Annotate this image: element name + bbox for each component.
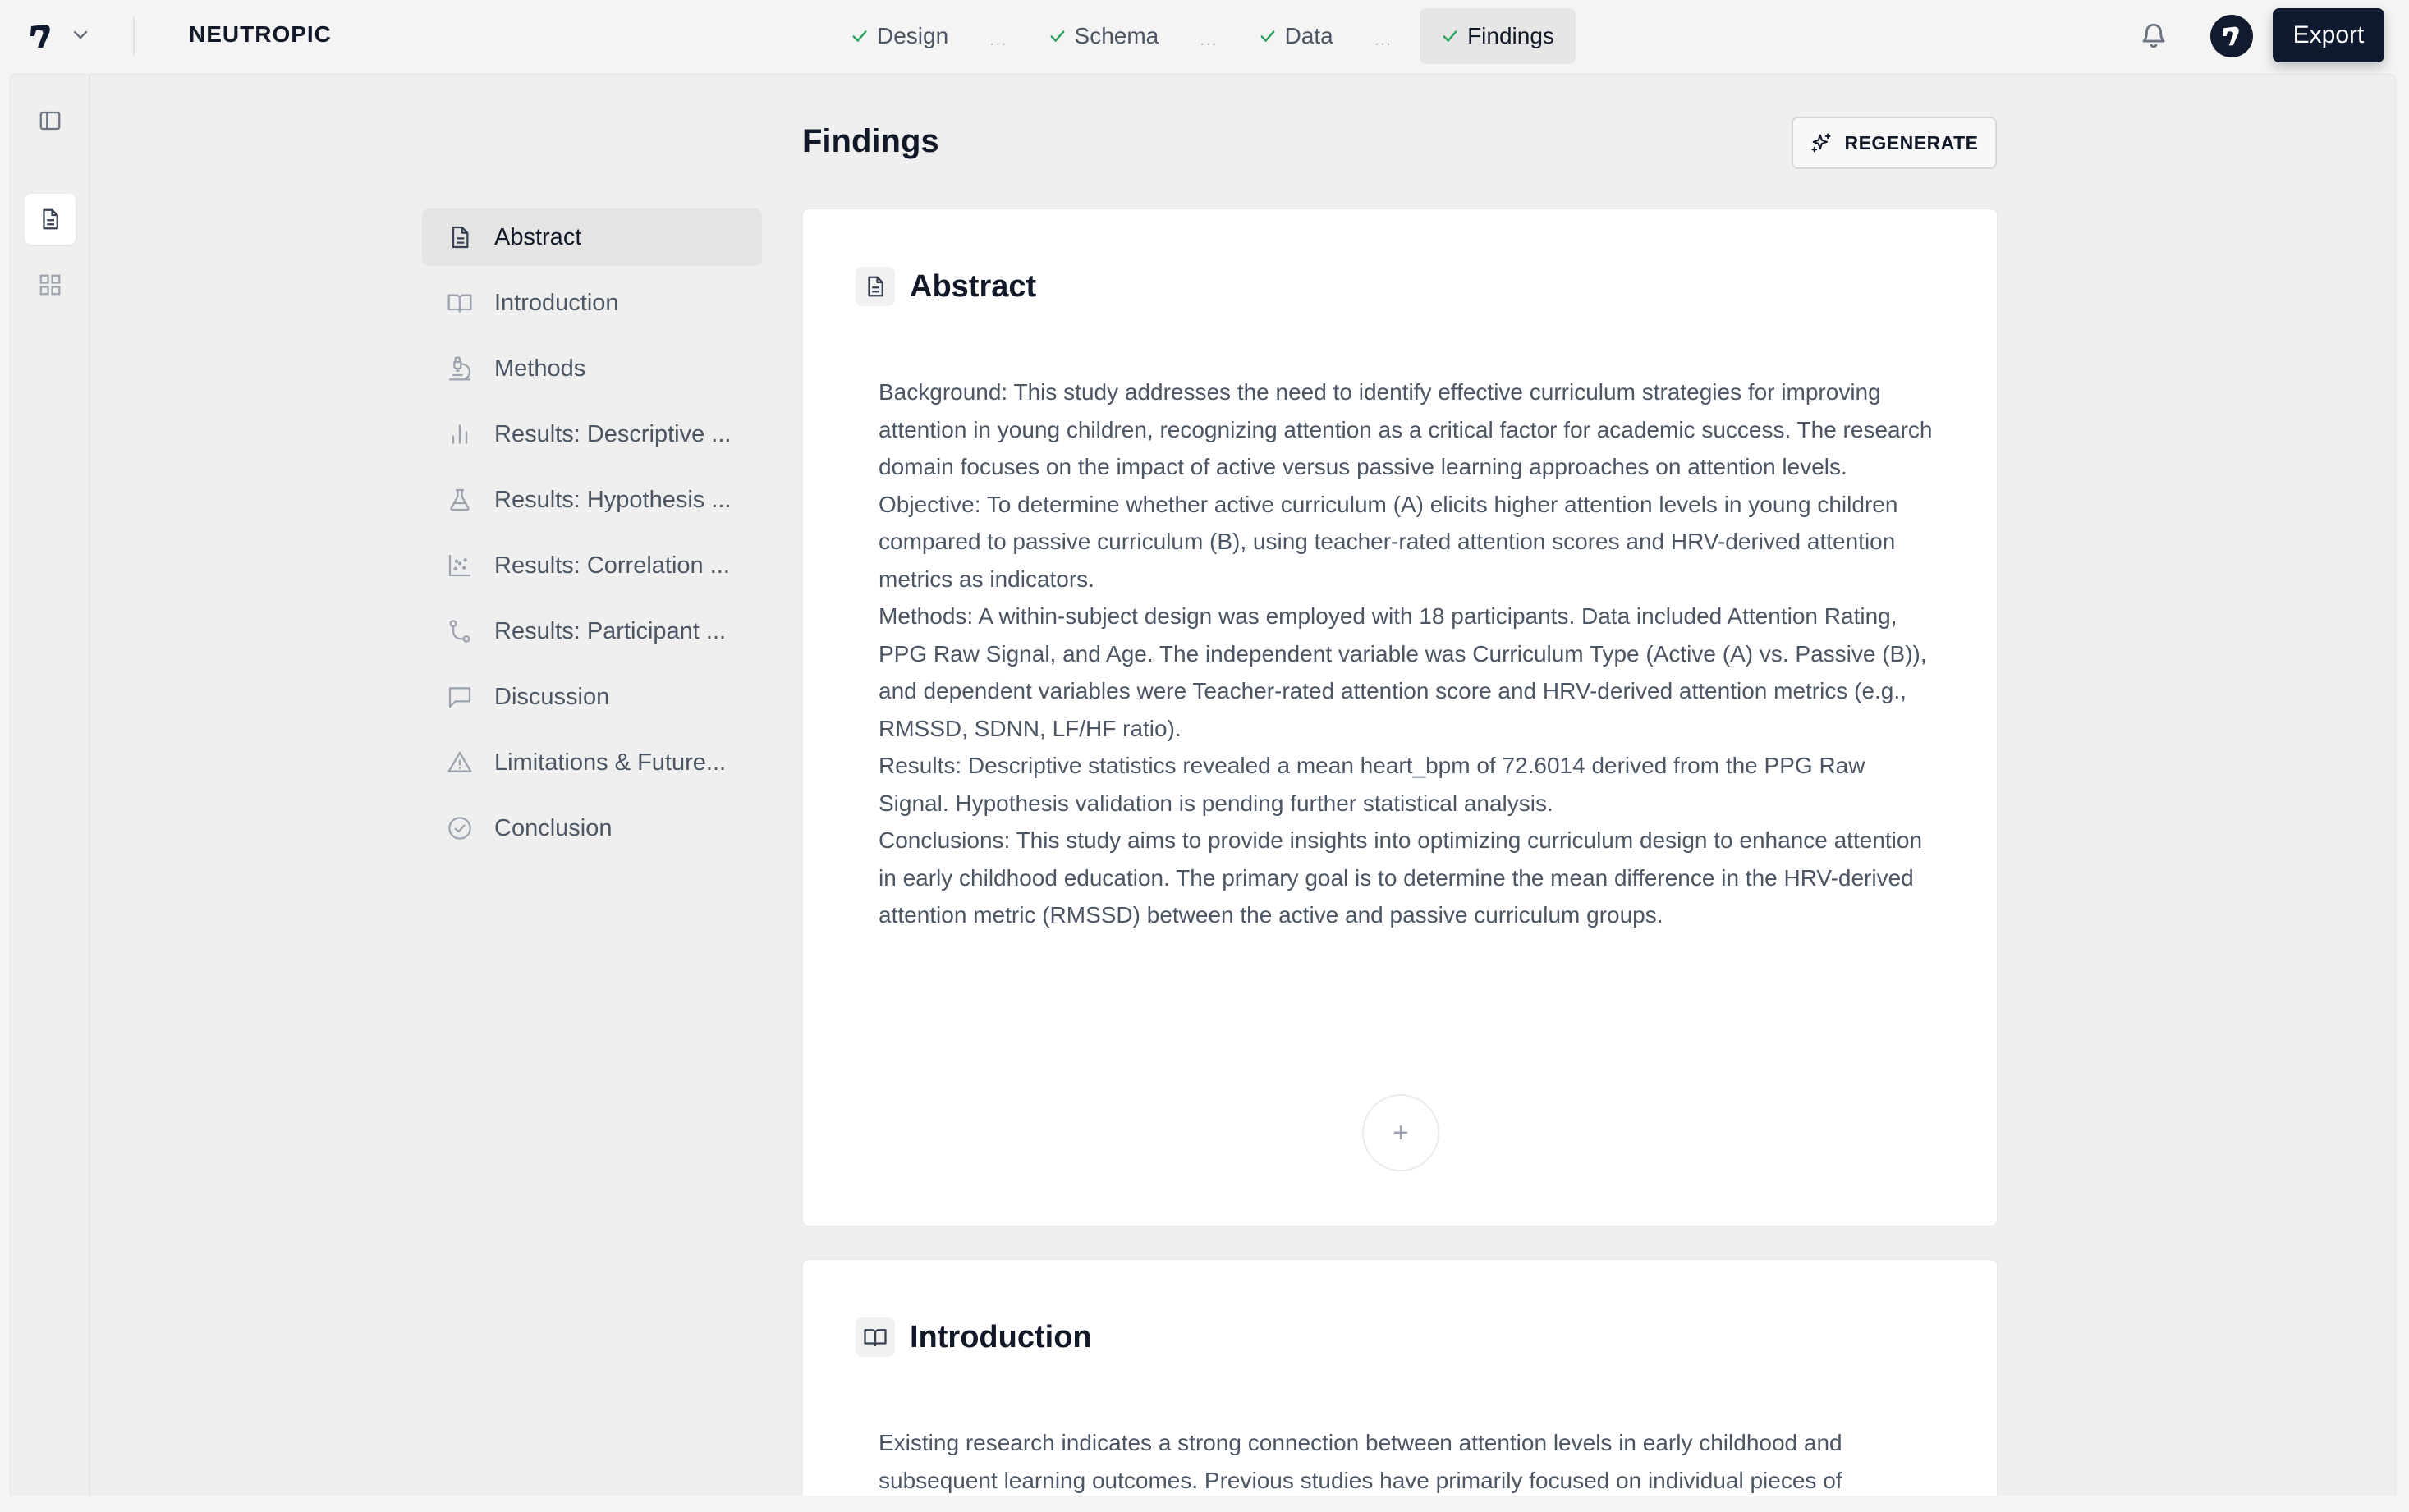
left-rail [10,74,90,1497]
document-icon [447,224,473,250]
document-icon [856,267,895,306]
bell-icon[interactable] [2140,20,2168,51]
step-design[interactable] [837,8,961,64]
export-button[interactable]: Export [2273,8,2384,62]
abstract-objective: Objective: To determine whether active curriculum (A) elicits higher attention levels in young children compared to passive curriculum (B), using teacher-rated attention scores and HRV-derived attention metrics as indicators. [879,491,1898,592]
avatar[interactable] [2210,15,2253,57]
rail-dashboard-button[interactable] [25,259,76,310]
section-nav-label: Results: Descriptive ... [494,420,732,447]
section-nav-label: Conclusion [494,814,613,841]
section-nav-label: Introduction [494,289,619,316]
step-separator: ... [989,29,1007,49]
check-icon [1259,27,1277,45]
section-nav-limitations[interactable] [422,734,762,791]
step-schema[interactable] [1035,8,1172,64]
abstract-heading: Abstract [910,268,1037,304]
step-label: Data [1284,23,1333,48]
section-nav-results-correlation[interactable] [422,537,762,594]
section-nav-label: Methods [494,355,586,382]
section-nav-methods[interactable] [422,340,762,397]
section-nav-conclusion[interactable] [422,800,762,857]
alert-triangle-icon [447,749,473,776]
step-separator: ... [1374,29,1393,49]
app-logo-icon[interactable] [28,21,54,51]
project-name[interactable]: NEUTROPIC [189,21,332,47]
section-nav-abstract[interactable] [422,208,762,266]
abstract-conclusions: Conclusions: This study aims to provide insights into optimizing curriculum design to enhance attention in early childhood education. The primary goal is to determine the mean difference in the HRV-derived attention metric (RMSSD) between the active and passive curriculum groups. [879,827,1923,928]
regenerate-label: REGENERATE [1844,131,1979,153]
dashboard-grid-icon [38,273,62,297]
book-open-icon [856,1317,895,1357]
add-block-button[interactable]: + [1362,1094,1439,1171]
microscope-icon [447,355,473,382]
step-separator: ... [1200,29,1218,49]
viewport-bottom-edge [10,1496,2396,1512]
section-nav-label: Limitations & Future... [494,749,727,776]
bar-chart-icon [447,421,473,447]
check-icon [1048,27,1067,45]
section-nav-results-hypothesis[interactable] [422,471,762,529]
section-nav-introduction[interactable] [422,274,762,332]
step-label: Schema [1074,23,1159,48]
section-nav-label: Discussion [494,683,610,710]
section-nav-label: Abstract [494,223,582,250]
check-icon [1441,27,1459,45]
section-nav-label: Results: Correlation ... [494,552,730,579]
regenerate-button[interactable] [1792,117,1997,169]
abstract-methods: Methods: A within-subject design was employed with 18 participants. Data included Attention Rating, PPG Raw Signal, and Age. The independent variable was Curriculum Type (Active (A) vs. Passive (B)), and dependent variables were Teacher-rated attention score and HRV-derived attention metrics (e.g., RMSSD, SDNN, LF/HF ratio). [879,603,1927,741]
section-nav [422,208,762,865]
check-circle-icon [447,815,473,841]
git-branch-icon [447,618,473,644]
check-icon [851,27,869,45]
sparkles-icon [1810,131,1833,154]
introduction-paragraph: Existing research indicates a strong connection between attention levels in early childhood and subsequent learning outcomes. Previous studies have primarily focused on individual pieces of [879,1430,1842,1493]
introduction-card-header [856,1317,1092,1357]
section-nav-label: Results: Hypothesis ... [494,486,732,513]
step-findings[interactable] [1420,8,1576,64]
step-label: Findings [1467,23,1554,48]
topbar-divider [133,16,135,56]
step-data[interactable] [1246,8,1347,64]
abstract-card [802,208,1998,1226]
top-bar [0,0,2409,72]
book-open-icon [447,290,473,316]
message-square-icon [447,684,473,710]
section-nav-results-descriptive[interactable] [422,405,762,463]
introduction-card [802,1259,1998,1505]
step-label: Design [877,23,949,48]
introduction-body[interactable] [879,1424,1938,1499]
introduction-heading: Introduction [910,1319,1092,1354]
toggle-sidebar-button[interactable] [25,95,76,146]
rail-document-button[interactable] [25,194,76,245]
sidebar-panel-icon [38,108,62,133]
section-nav-label: Results: Participant ... [494,617,727,644]
abstract-body[interactable] [879,373,1938,934]
scatter-chart-icon [447,552,473,579]
section-nav-results-participant[interactable] [422,603,762,660]
document-icon [38,207,62,231]
page-title: Findings [802,123,939,159]
section-nav-discussion[interactable] [422,668,762,726]
flask-icon [447,487,473,513]
abstract-results: Results: Descriptive statistics revealed a mean heart_bpm of 72.6014 derived from the PPG Raw Signal. Hypothesis validation is pending further statistical analysis. [879,753,1865,816]
abstract-card-header [856,267,1036,306]
user-logo-icon [2221,24,2242,48]
chevron-down-icon[interactable] [71,25,90,44]
workflow-stepper [837,8,1576,64]
abstract-background: Background: This study addresses the need to identify effective curriculum strategies for improving attention in young children, recognizing attention as a critical factor for academic success. The research domain focuses on the impact of active versus passive learning approaches on attention levels. [879,379,1933,479]
